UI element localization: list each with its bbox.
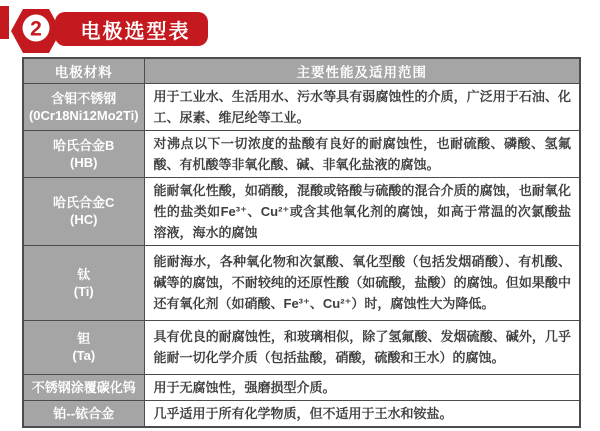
description-cell xyxy=(144,177,580,245)
material-name: 哈氏合金C xyxy=(53,195,115,210)
description-cell xyxy=(144,245,580,320)
material-cell xyxy=(23,130,144,177)
table-row xyxy=(23,130,580,177)
table-row xyxy=(23,83,580,130)
material-grade: (HB) xyxy=(70,154,98,170)
column-header-performance: 主要性能及适用范围 xyxy=(144,58,580,83)
material-name: 不锈钢涂覆碳化钨 xyxy=(31,379,136,395)
material-cell xyxy=(23,177,144,245)
material-grade: (Ta) xyxy=(72,348,96,363)
material-name: 铂--铱合金 xyxy=(53,405,115,421)
material-cell xyxy=(23,83,144,130)
corner-accent-bar xyxy=(0,6,9,39)
column-header-material: 电极材料 xyxy=(23,58,144,83)
badge-number: 2 xyxy=(30,17,42,41)
material-cell xyxy=(23,400,144,427)
material-name: 含钼不锈钢 xyxy=(51,90,117,106)
hexagon-icon xyxy=(11,8,61,54)
table-row xyxy=(23,320,580,374)
material-name: 钛 xyxy=(77,266,91,282)
description-cell xyxy=(144,374,580,400)
description-text: 能耐氧化性酸，如硝酸，混酸或铬酸与硫酸的混合介质的腐蚀，也耐氧化性的盐类如Fe³⁺、Cu²⁺或含其他氧化剂的腐蚀，如高于常温的次氯酸盐溶液，海水的腐蚀 xyxy=(153,182,571,240)
material-cell xyxy=(23,245,144,320)
description-cell xyxy=(144,400,580,427)
banner-title: 电极选型表 xyxy=(80,20,191,43)
table-row xyxy=(23,374,580,400)
section-banner xyxy=(55,12,208,46)
table-row xyxy=(23,400,580,427)
material-grade: (HC) xyxy=(70,212,98,227)
material-grade: (Ti) xyxy=(73,283,94,299)
table-header-row xyxy=(23,58,580,83)
electrode-selection-table xyxy=(22,57,581,428)
table-body xyxy=(23,83,580,427)
material-cell xyxy=(23,374,144,400)
material-name: 钽 xyxy=(77,331,91,346)
description-text: 几乎适用于所有化学物质，但不适用于王水和铵盐。 xyxy=(153,405,453,421)
description-cell xyxy=(144,130,580,177)
material-cell xyxy=(23,320,144,374)
description-cell xyxy=(144,320,580,374)
description-text: 用于工业水、生活用水、污水等具有弱腐蚀性的介质，广泛用于石油、化工、尿素、维尼纶等工业。 xyxy=(153,88,571,125)
description-text: 用于无腐蚀性，强磨损型介质。 xyxy=(153,379,336,395)
table-row xyxy=(23,245,580,320)
material-grade: (0Cr18Ni12Mo2Ti) xyxy=(28,107,139,123)
section-number-badge xyxy=(11,8,61,54)
electrode-table-wrapper xyxy=(22,57,581,428)
description-text: 对沸点以下一切浓度的盐酸有良好的耐腐蚀性，也耐硫酸、磷酸、氢氟酸、有机酸等非氧化酸、碱、非氧化盐液的腐蚀。 xyxy=(153,135,571,172)
description-text: 能耐海水，各种氧化物和次氯酸、氧化型酸（包括发烟硝酸）、有机酸、碱等的腐蚀，不耐较纯的还原性酸（如硫酸，盐酸）的腐蚀。但如果酸中还有氧化剂（如硝酸、Fe³⁺、Cu²⁺）时，腐蚀性大为降低。 xyxy=(153,254,571,311)
table-row xyxy=(23,177,580,245)
material-name: 哈氏合金B xyxy=(53,137,115,153)
description-text: 具有优良的耐腐蚀性，和玻璃相似，除了氢氟酸、发烟硫酸、碱外，几乎能耐一切化学介质（包括盐酸，硝酸，硫酸和王水）的腐蚀。 xyxy=(153,329,571,365)
description-cell xyxy=(144,83,580,130)
